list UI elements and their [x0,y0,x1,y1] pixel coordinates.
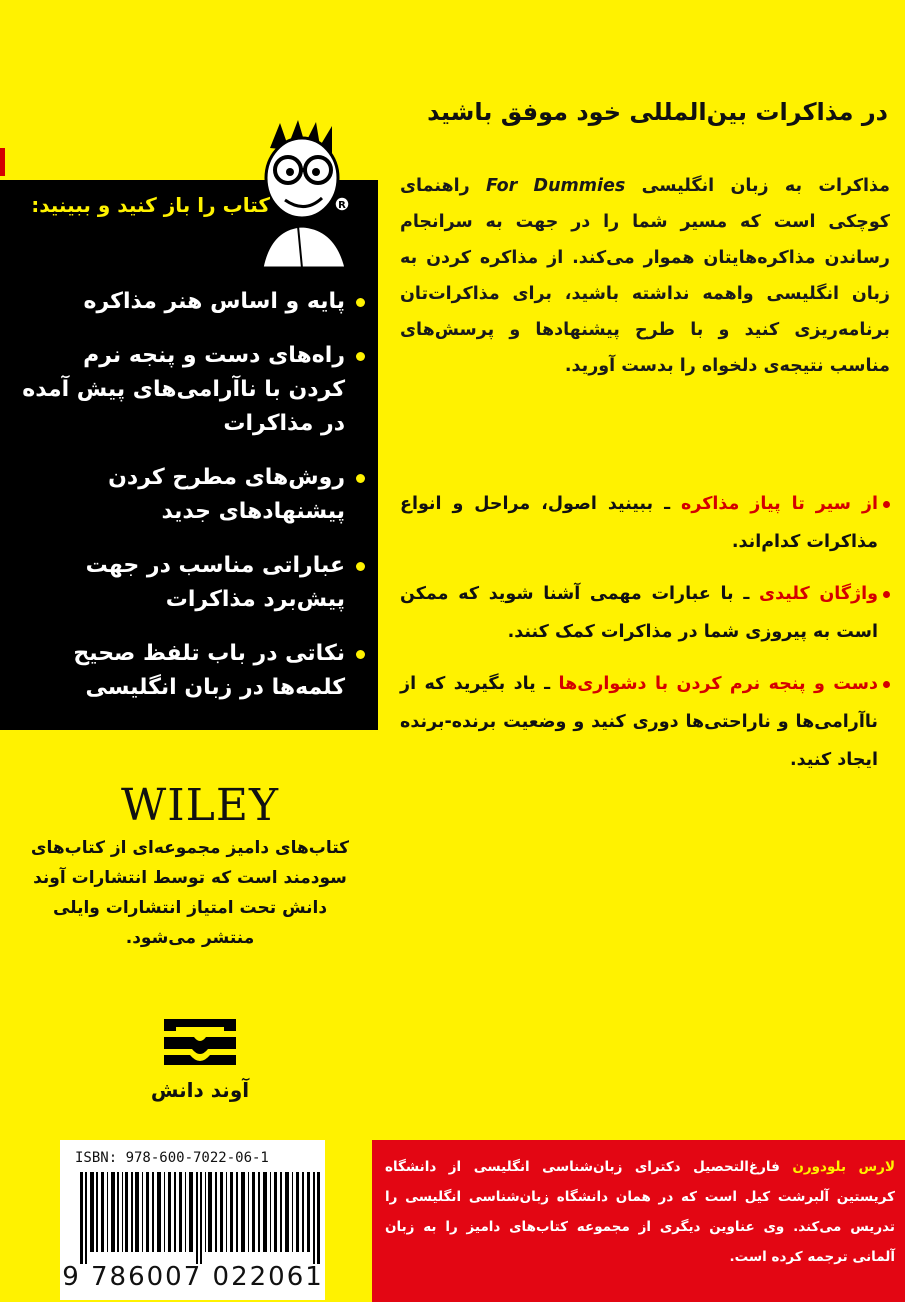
list-item [400,665,890,779]
edge-tab [0,148,5,176]
list-item [400,575,890,651]
barcode-icon [80,1172,320,1264]
wiley-logo: WILEY [121,780,279,831]
bullet-text: ـ ببینید اصول، مراحل و انواع مذاکرات کدام‌اند. [400,494,878,552]
isbn-label: ISBN: 978-600-7022-06-1 [75,1150,269,1166]
publisher-description: کتاب‌های دامیز مجموعه‌ای از کتاب‌های سودمند است که توسط انتشارات آوند دانش تحت امتیاز انتشارات وایلی منتشر می‌شود. [30,838,350,948]
list-item [400,485,890,561]
intro-english-title: For Dummies [486,176,626,196]
bullet-text: ـ یاد بگیرید که از ناآرامی‌ها و ناراحتی‌ها دوری کنید و وضعیت برنده-برنده ایجاد کنید. [400,674,878,770]
bullet-heading: دست و پنجه نرم کردن با دشواری‌ها [558,674,878,694]
bullet-heading: واژگان کلیدی [759,584,878,604]
author-name: لارس بلودورن [792,1159,895,1175]
intro-text-end: راهنمای کوچکی است که مسیر شما را در جهت به سرانجام رساندن مذاکره‌هایتان هموار می‌کند. از مذاکره کردن به زبان انگلیسی واهمه نداشته باشید، برای مذاکرات‌تان برنامه‌ریزی کنید و با طرح پیشنهادها و پرسش‌های مناسب نتیجه‌ی دلخواه را بدست آورید. [400,176,890,376]
list-item: پایه و اساس هنر مذاکره [20,285,365,319]
intro-text-start: مذاکرات به زبان انگلیسی [625,176,890,196]
author-description: فارغ‌التحصیل دکترای زبان‌شناسی انگلیسی از دانشگاه کریستین آلبرشت کیل است که در همان دانشگاه زبان‌شناسی انگلیسی را تدریس می‌کند. وی عناوین دیگری از مجموعه کتاب‌های دامیز را به زبان آلمانی ترجمه کرده است. [385,1159,895,1265]
page-title: در مذاکرات بین‌المللی خود موفق باشید [427,98,888,126]
panel-title: کتاب را باز کنید و ببینید: [31,193,270,217]
publisher-name: آوند دانش [150,1078,250,1102]
list-item: روش‌های مطرح کردن پیشنهادهای جدید [20,461,365,529]
svg-text:R: R [338,200,346,211]
list-item: عباراتی مناسب در جهت پیش‌برد مذاکرات [20,549,365,617]
barcode-number: 9 786007 022061 [62,1262,324,1292]
panel-list [20,285,365,725]
list-item: نکاتی در باب تلفظ صحیح کلمه‌ها در زبان انگلیسی [20,637,365,705]
intro-paragraph [400,168,890,384]
feature-bullets [400,485,890,793]
bullet-heading: از سیر تا پیاز مذاکره [681,494,878,514]
list-item: راه‌های دست و پنجه نرم کردن با ناآرامی‌های پیش آمده در مذاکرات [20,339,365,441]
book-logo-icon [160,1015,240,1069]
bullet-text: ـ با عبارات مهمی آشنا شوید که ممکن است به پیروزی شما در مذاکرات کمک کنند. [400,584,878,642]
author-bio [385,1152,895,1272]
